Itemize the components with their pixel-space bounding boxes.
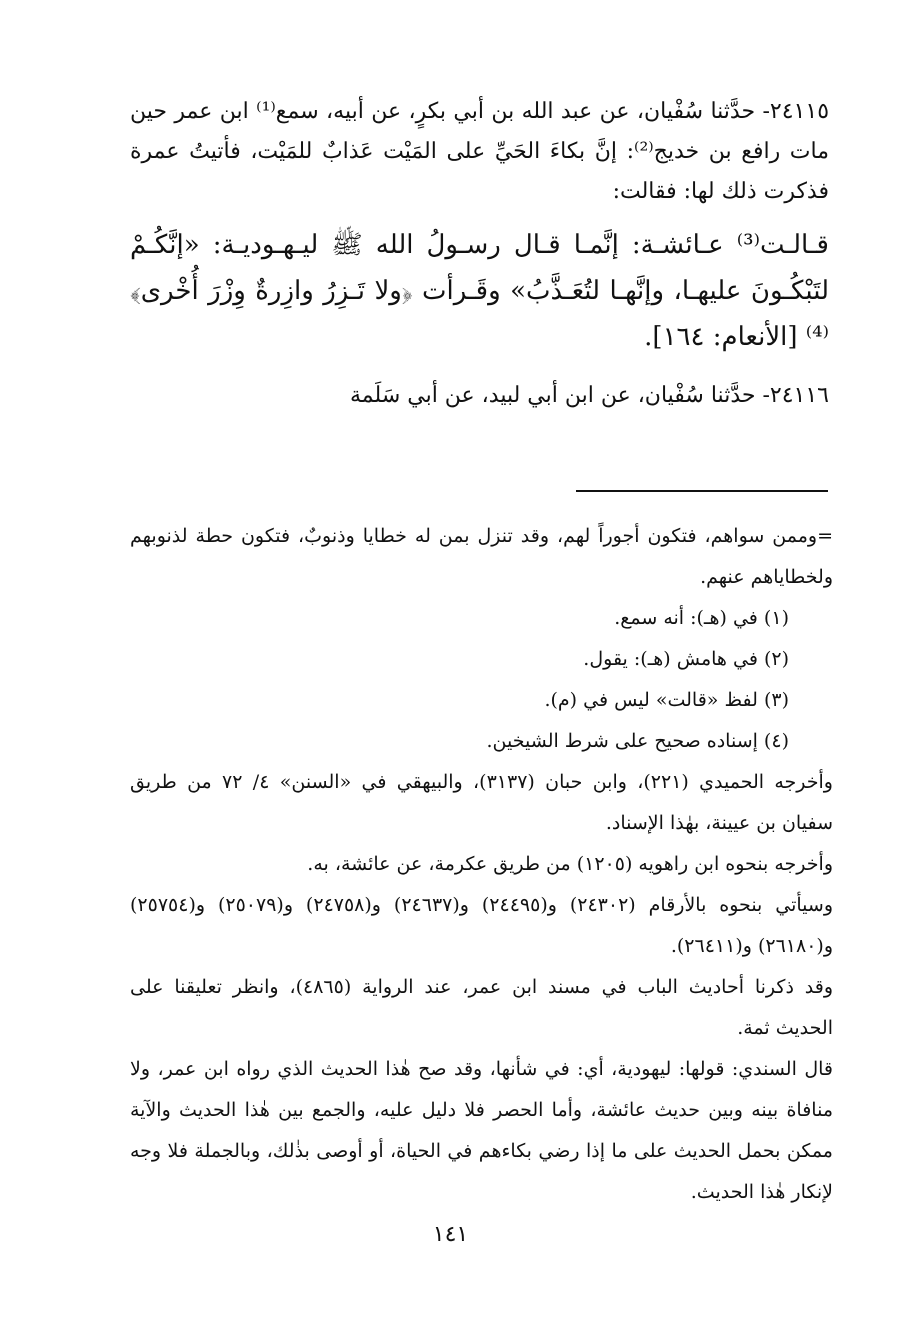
hadith-24115: ٢٤١١٥- حدَّثنا سُفْيان، عن عبد الله بن أبي بكرٍ، عن أبيه، سمع⁽¹⁾ ابن عمر حين مات رافع بن خديج⁽²⁾: إنَّ بكاءَ الحَيِّ على المَيْت عَذابٌ للمَيْت، فأتيتُ عمرة فذكرت ذلك لها: فقالت: [130, 99, 830, 204]
footnote-3: (٣) لفظ «قالت» ليس في (م). [544, 689, 789, 711]
footnote-1: (١) في (هـ): أنه سمع. [614, 607, 789, 629]
sindi-commentary: قال السندي: قولها: ليهودية، أي: في شأنها، وقد صح هٰذا الحديث الذي رواه ابن عمر، ولا منافاة بينه وبين حديث عائشة، وأما الحصر فلا دليل عليه، والجمع بين هٰذا الحديث والآية ممكن بحمل الحديث على ما إذا رضي بكاءهم في الحياة، أو أوصى بذٰلك، وبالجملة فلا وجه لإنكار هٰذا الحديث. [130, 1058, 833, 1203]
footnote-divider [576, 490, 828, 492]
takhrij-3: وسيأتي بنحوه بالأرقام (٢٤٣٠٢) و(٢٤٤٩٥) و(٢٤٦٣٧) و(٢٤٧٥٨) و(٢٥٠٧٩) و(٢٥٧٥٤) و(٢٦١٨٠) و(٢٦٤١١). [130, 894, 834, 957]
aisha-quote: قـالـت⁽³⁾ عـائشـة: إنَّمـا قـال رسـولُ الله ﷺ ليـهـوديـة: «إنَّكُـمْ لتَبْكُـونَ عليهـا، وإنَّهـا لتُعَـذَّبُ» وقَـرأت ﴿ولا تَـزِرُ وازِرةٌ وِزْرَ أُخْرى﴾⁽⁴⁾ [الأنعام: ١٦٤]. [130, 230, 829, 352]
footnotes [130, 516, 833, 1213]
footnote-continuation: =وممن سواهم، فتكون أجوراً لهم، وقد تنزل بمن له خطايا وذنوبٌ، فتكون حطة لذنوبهم ولخطاياهم عنهم. [130, 525, 833, 588]
hadith-24116: ٢٤١١٦- حدَّثنا سُفْيان، عن ابن أبي لبيد، عن أبي سَلَمة [350, 383, 829, 408]
reference-note: وقد ذكرنا أحاديث الباب في مسند ابن عمر، عند الرواية (٤٨٦٥)، وانظر تعليقنا على الحديث ثمة. [130, 976, 833, 1039]
footnote-2: (٢) في هامش (هـ): يقول. [583, 648, 789, 670]
page-number: ١٤١ [432, 1222, 469, 1247]
takhrij-2: وأخرجه بنحوه ابن راهويه (١٢٠٥) من طريق عكرمة، عن عائشة، به. [307, 853, 833, 875]
main-text [130, 92, 829, 416]
footnote-4: (٤) إسناده صحيح على شرط الشيخين. [486, 730, 789, 752]
takhrij-1: وأخرجه الحميدي (٢٢١)، وابن حبان (٣١٣٧)، والبيهقي في «السنن» ٤/ ٧٢ من طريق سفيان بن عيينة، بهٰذا الإسناد. [130, 771, 833, 834]
